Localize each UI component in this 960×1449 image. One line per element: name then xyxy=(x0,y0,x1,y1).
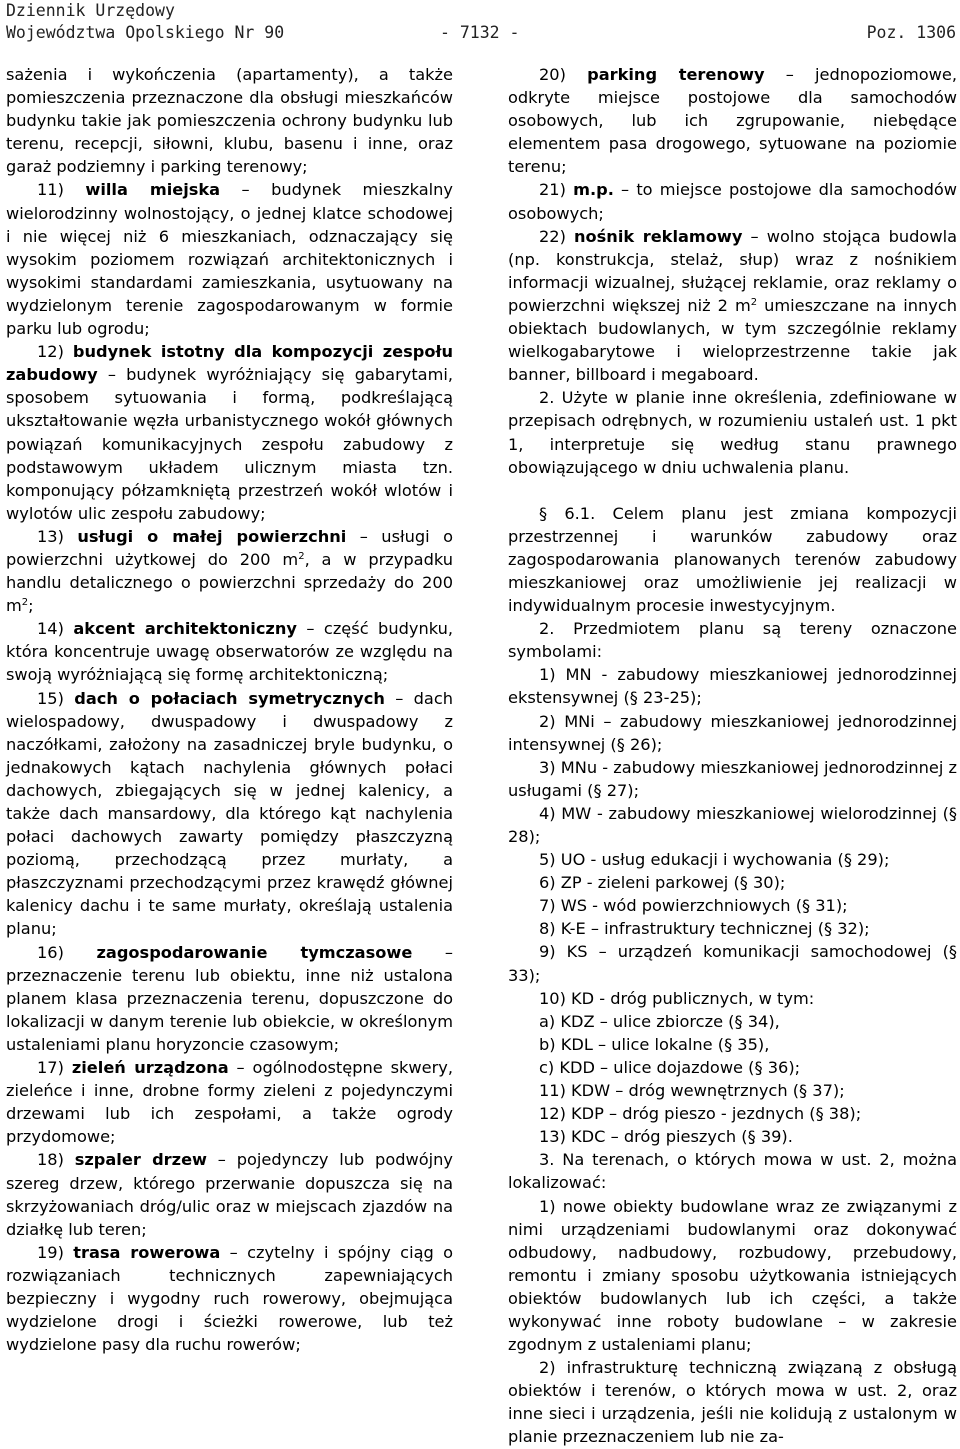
left-column xyxy=(6,63,453,1356)
paragraph-text: 3. Na terenach, o których mowa w ust. 2, można lokalizować: xyxy=(508,1150,957,1193)
paragraph xyxy=(508,386,957,478)
item-number: 20) xyxy=(539,65,566,84)
paragraph xyxy=(508,1102,957,1125)
paragraph-text: 8) K-E – infrastruktury technicznej (§ 32); xyxy=(539,919,870,939)
paragraph xyxy=(508,1125,957,1148)
paragraph-text: – przeznaczenie terenu lub obiektu, inne niż ustalona planem klasa przeznaczenia terenu, dopuszczone do lokalizacji w danym terenie lub obiekcie, w określonym ustaleniami planu horyzoncie czasowym; xyxy=(6,942,453,1054)
paragraph-text: – budynek mieszkalny wielorodzinny wolnostojący, o jednej klatce schodowej i nie więcej niż 6 mieszkaniach, odznaczający się wysokim poziomem rozwiązań architektonicznych i wysokimi standardami zamieszkania, usytuowany na wydzielonym terenie zagospodarowanym w formie parku lub ogrodu; xyxy=(6,180,454,339)
paragraph-text: 2. Użyte w planie inne określenia, zdefiniowane w przepisach odrębnych, w rozumieniu ustaleń ust. 1 pkt 1, interpretuje się według stanu prawnego obowiązującego w dniu uchwalenia planu. xyxy=(508,388,957,477)
paragraph-text: 7) WS - wód powierzchniowych (§ 31); xyxy=(539,896,848,916)
paragraph-text: sażenia i wykończenia (apartamenty), a także pomieszczenia przeznaczone dla obsługi mieszkańców budynku takie jak pomieszczenia ochrony budynku lub terenu, recepcji, siłowni, klubu, basenu i inne, oraz garaż podziemny i parking terenowy; xyxy=(6,65,453,177)
right-column xyxy=(508,63,957,1449)
defined-term: parking terenowy xyxy=(587,65,765,84)
paragraph-text: 12) KDP – dróg pieszo - jezdnych (§ 38); xyxy=(539,1104,862,1124)
defined-term: szpaler drzew xyxy=(74,1150,208,1170)
paragraph xyxy=(508,710,957,756)
paragraph-text: – wolno stojąca budowla (np. konstrukcja, stelaż, słup) wraz z nośnikiem informacji wizualnej, służącej reklamie, oraz reklamy o powierzchni większej niż 2 $m^2$ umieszczane na innych obiektach budowlanych, w tym szczególnie reklamy wielkogabarytowe i wieloprzestrzenne takie jak banner, billboard i megaboard. xyxy=(508,226,957,385)
paragraph xyxy=(508,1195,957,1357)
paragraph xyxy=(6,1241,453,1356)
paragraph xyxy=(6,178,453,340)
item-number: 17) xyxy=(37,1058,64,1078)
paragraph xyxy=(6,1148,453,1240)
paragraph-text: 11) KDW – dróg wewnętrznych (§ 37); xyxy=(539,1081,845,1101)
item-number: 11) xyxy=(37,180,64,200)
defined-term: budynek istotny dla kompozycji zespołu zabudowy xyxy=(6,342,453,385)
paragraph xyxy=(508,225,957,387)
paragraph xyxy=(508,802,957,848)
paragraph-text: 1) MN - zabudowy mieszkaniowej jednorodzinnej ekstensywnej (§ 23-25); xyxy=(508,665,957,708)
defined-term: usługi o małej powierzchni xyxy=(77,526,347,546)
page-number: - 7132 - xyxy=(440,23,520,42)
page-header xyxy=(6,0,956,44)
paragraph xyxy=(6,1056,453,1148)
paragraph-text: 13) KDC – dróg pieszych (§ 39). xyxy=(539,1127,793,1147)
paragraph-text: 9) KS – urządzeń komunikacji samochodowej (§ 33); xyxy=(508,942,957,985)
paragraph xyxy=(508,1356,957,1448)
journal-title: Dziennik Urzędowy xyxy=(6,1,175,20)
journal-issue: Województwa Opolskiego Nr 90 xyxy=(6,23,285,42)
defined-term: akcent architektoniczny xyxy=(73,619,297,639)
paragraph-text: – dach wielospadowy, dwuspadowy i dwuspadowy z naczółkami, założony na zasadniczej bryle budynku, o jednakowych kątach nachylenia głównych połaci dachowych, zbiegających się w jednej kalenicy, a także dach mansardowy, dla którego kąt nachylenia połaci dachowych zawarty pomiędzy płaszczyzną poziomą, przechodzącą przez murłaty, a płaszczyznami przechodzącymi przez krawędź głównej kalenicy dachu i te same murłaty, określają ustalenia planu; xyxy=(6,688,453,939)
paragraph-text: 2) MNi – zabudowy mieszkaniowej jednorodzinnej intensywnej (§ 26); xyxy=(508,711,957,754)
paragraph xyxy=(6,941,453,1056)
paragraph-text: – część budynku, która koncentruje uwagę obserwatorów ze względu na swoją wyróżniającą się formę architektoniczną; xyxy=(6,619,453,685)
paragraph-text: 6) ZP - zieleni parkowej (§ 30); xyxy=(539,873,786,893)
paragraph-text: 2. Przedmiotem planu są tereny oznaczone symbolami: xyxy=(508,619,957,662)
paragraph-text: – ogólnodostępne skwery, zieleńce i inne, drobne formy zieleni z pojedynczymi drzewami lub ich zespołami, a także ogrody przydomowe; xyxy=(6,1058,453,1147)
defined-term: dach o połaciach symetrycznych xyxy=(74,688,385,708)
defined-term: zagospodarowanie tymczasowe xyxy=(96,942,413,962)
paragraph-text: – to miejsce postojowe dla samochodów osobowych; xyxy=(508,180,957,223)
paragraph-text: 3) MNu - zabudowy mieszkaniowej jednorodzinnej z usługami (§ 27); xyxy=(508,757,957,800)
paragraph xyxy=(508,1056,957,1079)
paragraph-text: – budynek wyróżniający się gabarytami, sposobem sytuowania i formą, podkreślającą ukształtowanie węzła urbanistycznego wokół głównych powiązań komunikacyjnych zespołu zabudowy z podstawowym układem ulicznym miasta tzn. komponujący półzamkniętą przestrzeń wokół wlotów i wylotów ulic zespołu zabudowy; xyxy=(6,365,453,523)
paragraph-text: 2) infrastrukturę techniczną związaną z obsługą obiektów i terenów, o których mowa w ust. 2, oraz inne sieci i urządzenia, jeśli nie kolidują z ustalonym w planie przeznaczeniem lub nie za- xyxy=(508,1358,957,1447)
paragraph-text: § 6.1. Celem planu jest zmiana kompozycji przestrzennej i warunków zabudowy oraz zagospodarowania planowanych terenów zabudowy mieszkaniowej oraz umożliwienie jej realizacji w indywidualnym procesie inwestycyjnym. xyxy=(508,503,957,616)
paragraph xyxy=(508,894,957,917)
paragraph-text: b) KDL – ulice lokalne (§ 35), xyxy=(539,1034,770,1054)
item-number: 22) xyxy=(539,226,566,246)
paragraph-text: c) KDD – ulice dojazdowe (§ 36); xyxy=(539,1057,801,1077)
paragraph-text: – jednopoziomowe, odkryte miejsce postojowe dla samochodów osobowych, lub ich zgrupowanie, niebędące elementem pasa drogowego, sytuowane na poziomie terenu; xyxy=(508,65,957,177)
paragraph xyxy=(6,340,453,525)
paragraph-text: – czytelny i spójny ciąg o rozwiązaniach technicznych zapewniających bezpieczny i wygodny ruch rowerowy, obejmująca wydzielone drogi i ścieżki rowerowe, lub też wydzielone pasy dla ruchu rowerów; xyxy=(6,1242,454,1355)
item-number: 19) xyxy=(37,1242,64,1262)
paragraph xyxy=(508,617,957,663)
paragraph xyxy=(508,940,957,986)
defined-term: nośnik reklamowy xyxy=(574,226,743,246)
paragraph xyxy=(508,917,957,940)
paragraph xyxy=(508,63,957,178)
paragraph xyxy=(508,1010,957,1033)
paragraph xyxy=(508,1148,957,1194)
item-number: 14) xyxy=(37,619,64,639)
paragraph xyxy=(6,617,453,686)
paragraph-text: 4) MW - zabudowy mieszkaniowej wielorodzinnej (§ 28); xyxy=(508,803,957,846)
defined-term: trasa rowerowa xyxy=(73,1242,221,1262)
paragraph xyxy=(508,502,957,617)
defined-term: willa miejska xyxy=(85,180,221,200)
paragraph xyxy=(508,1079,957,1102)
paragraph-text: 1) nowe obiekty budowlane wraz ze związanymi z nimi urządzeniami budowlanymi oraz dokonywać odbudowy, nadbudowy, rozbudowy, przebudowy, remontu i zmiany sposobu użytkowania istniejących obiektów budowlanych lub ich części, a także wykonywać inne roboty budowlane – w zakresie zgodnym z ustaleniami planu; xyxy=(508,1196,957,1355)
paragraph-text: a) KDZ – ulice zbiorcze (§ 34), xyxy=(539,1011,780,1031)
paragraph xyxy=(508,663,957,709)
item-number: 12) xyxy=(37,342,64,362)
paragraph xyxy=(508,871,957,894)
paragraph-text: – usługi o powierzchni użytkowej do 200 $m^2$, a w przypadku handlu detalicznego o powierzchni sprzedaży do 200 $m^2$; xyxy=(6,526,453,616)
item-number: 16) xyxy=(37,942,64,962)
paragraph-text: 5) UO - usług edukacji i wychowania (§ 29); xyxy=(539,850,890,870)
paragraph-text: – pojedynczy lub podwójny szereg drzew, którego przerwanie dopuszcza się na skrzyżowaniach dróg/ulic oraz w miejscach zjazdów na działkę lub teren; xyxy=(6,1150,453,1239)
defined-term: zieleń urządzona xyxy=(71,1058,229,1078)
position-number: Poz. 1306 xyxy=(866,23,956,42)
defined-term: m.p. xyxy=(573,180,614,200)
item-number: 15) xyxy=(37,688,64,708)
paragraph xyxy=(6,63,453,178)
item-number: 21) xyxy=(539,180,566,200)
paragraph xyxy=(508,848,957,871)
paragraph xyxy=(6,687,453,941)
item-number: 18) xyxy=(37,1150,64,1170)
paragraph xyxy=(508,1033,957,1056)
paragraph xyxy=(508,756,957,802)
paragraph xyxy=(508,178,957,224)
paragraph-text: 10) KD - dróg publicznych, w tym: xyxy=(539,988,815,1008)
paragraph xyxy=(6,525,453,617)
item-number: 13) xyxy=(37,526,64,546)
paragraph xyxy=(508,987,957,1010)
